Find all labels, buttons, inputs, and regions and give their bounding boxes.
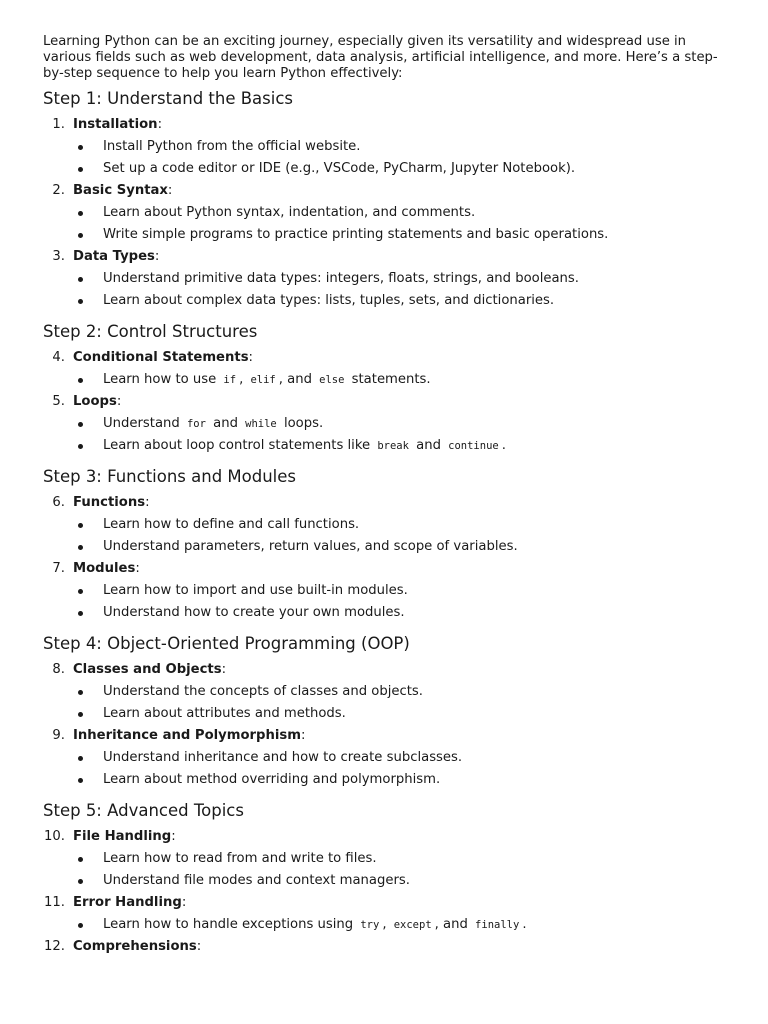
- section-step-5: [43, 801, 723, 955]
- bullet-item: Understand how to create your own modules.: [43, 605, 723, 621]
- list-item: 5. Loops: Understand for and while loops. Learn about loop control statements like break and continue .: [43, 394, 723, 454]
- bullet-icon: [78, 167, 83, 172]
- bullet-item: Set up a code editor or IDE (e.g., VSCode, PyCharm, Jupyter Notebook).: [43, 161, 723, 177]
- bullet-item: Learn about Python syntax, indentation, and comments.: [43, 205, 723, 221]
- item-number: 12.: [44, 939, 65, 954]
- item-number: 7.: [52, 561, 65, 576]
- bullet-item: Learn how to use if , elif , and else statements.: [43, 372, 723, 388]
- item-label: Comprehensions: [73, 939, 197, 954]
- bullet-icon: [78, 778, 83, 783]
- list-item: 11. Error Handling: Learn how to handle exceptions using try , except , and finally .: [43, 895, 723, 933]
- section-heading: Step 1: Understand the Basics: [43, 89, 294, 108]
- section-heading: Step 3: Functions and Modules: [43, 467, 297, 486]
- section-heading: Step 4: Object-Oriented Programming (OOP): [43, 634, 410, 653]
- code-snippet: if: [223, 374, 237, 386]
- bullet-item: Learn how to define and call functions.: [43, 517, 723, 533]
- bullet-item: Understand primitive data types: integers, floats, strings, and booleans.: [43, 271, 723, 287]
- item-label: Functions: [73, 495, 146, 510]
- bullet-item: Understand inheritance and how to create subclasses.: [43, 750, 723, 766]
- bullet-icon: [78, 712, 83, 717]
- bullet-icon: [78, 923, 83, 928]
- list-item: 9. Inheritance and Polymorphism: Understand inheritance and how to create subclasses. Learn about method overriding and polymorphism.: [43, 728, 723, 788]
- code-snippet: except: [393, 919, 432, 931]
- bullet-item: Understand the concepts of classes and objects.: [43, 684, 723, 700]
- intro-paragraph: Learning Python can be an exciting journey, especially given its versatility and widespread use in various fields such as web development, data analysis, artificial intelligence, and more. Here’s a step-by-step sequence to help you learn Python effectively:: [43, 34, 718, 81]
- item-number: 10.: [44, 829, 65, 844]
- bullet-item: Learn how to read from and write to files.: [43, 851, 723, 867]
- bullet-icon: [78, 857, 83, 862]
- item-label: File Handling: [73, 829, 172, 844]
- list-item: 3. Data Types: Understand primitive data types: integers, floats, strings, and booleans. Learn about complex data types: lists, tuples, sets, and dictionaries.: [43, 249, 723, 309]
- list-item: 4. Conditional Statements: Learn how to use if , elif , and else statements.: [43, 350, 723, 388]
- item-number: 2.: [52, 183, 65, 198]
- item-number: 6.: [52, 495, 65, 510]
- item-label: Classes and Objects: [73, 662, 222, 677]
- list-item: 8. Classes and Objects: Understand the concepts of classes and objects. Learn about attributes and methods.: [43, 662, 723, 722]
- section-heading: Step 5: Advanced Topics: [43, 801, 244, 820]
- bullet-icon: [78, 422, 83, 427]
- bullet-item: Understand file modes and context managers.: [43, 873, 723, 889]
- item-number: 11.: [44, 895, 65, 910]
- list-item: 6. Functions: Learn how to define and call functions. Understand parameters, return values, and scope of variables.: [43, 495, 723, 555]
- bullet-icon: [78, 145, 83, 150]
- bullet-item: Learn about loop control statements like break and continue .: [43, 438, 723, 454]
- item-label: Error Handling: [73, 895, 182, 910]
- item-label: Data Types: [73, 249, 155, 264]
- document-page: [43, 34, 723, 955]
- item-label: Basic Syntax: [73, 183, 168, 198]
- section-step-1: [43, 89, 723, 309]
- numbered-list: [43, 350, 723, 454]
- bullet-item: Learn about complex data types: lists, tuples, sets, and dictionaries.: [43, 293, 723, 309]
- code-snippet: for: [186, 418, 206, 430]
- bullet-icon: [78, 211, 83, 216]
- list-item: 10. File Handling: Learn how to read from and write to files. Understand file modes and context managers.: [43, 829, 723, 889]
- list-item: 2. Basic Syntax: Learn about Python syntax, indentation, and comments. Write simple programs to practice printing statements and basic operations.: [43, 183, 723, 243]
- code-snippet: break: [377, 440, 409, 452]
- numbered-list: [43, 662, 723, 788]
- item-label: Modules: [73, 561, 136, 576]
- bullet-icon: [78, 299, 83, 304]
- code-snippet: while: [245, 418, 277, 430]
- item-number: 1.: [52, 117, 65, 132]
- bullet-item: Write simple programs to practice printing statements and basic operations.: [43, 227, 723, 243]
- bullet-icon: [78, 233, 83, 238]
- section-heading: Step 2: Control Structures: [43, 322, 258, 341]
- bullet-icon: [78, 545, 83, 550]
- bullet-icon: [78, 589, 83, 594]
- bullet-icon: [78, 277, 83, 282]
- bullet-item: Understand parameters, return values, and scope of variables.: [43, 539, 723, 555]
- numbered-list: [43, 495, 723, 621]
- item-label: Inheritance and Polymorphism: [73, 728, 301, 743]
- list-item: 12. Comprehensions:: [44, 939, 202, 954]
- code-snippet: else: [319, 374, 345, 386]
- section-step-3: [43, 467, 723, 621]
- bullet-icon: [78, 690, 83, 695]
- bullet-icon: [78, 523, 83, 528]
- item-number: 3.: [52, 249, 65, 264]
- item-number: 4.: [52, 350, 65, 365]
- item-label: Installation: [73, 117, 158, 132]
- bullet-icon: [78, 611, 83, 616]
- bullet-item: Learn about method overriding and polymorphism.: [43, 772, 723, 788]
- bullet-item: Install Python from the official website.: [43, 139, 723, 155]
- list-item: 1. Installation: Install Python from the official website. Set up a code editor or IDE (e.g., VSCode, PyCharm, Jupyter Notebook).: [43, 117, 723, 177]
- code-snippet: elif: [250, 374, 276, 386]
- bullet-item: Understand for and while loops.: [43, 416, 723, 432]
- bullet-item: Learn how to handle exceptions using try , except , and finally .: [43, 917, 723, 933]
- bullet-item: Learn how to import and use built-in modules.: [43, 583, 723, 599]
- list-item: 7. Modules: Learn how to import and use built-in modules. Understand how to create your own modules.: [43, 561, 723, 621]
- item-label: Conditional Statements: [73, 350, 249, 365]
- item-label: Loops: [73, 394, 117, 409]
- item-number: 8.: [52, 662, 65, 677]
- code-snippet: finally: [475, 919, 520, 931]
- item-number: 9.: [52, 728, 65, 743]
- bullet-icon: [78, 378, 83, 383]
- code-snippet: continue: [448, 440, 499, 452]
- numbered-list: [43, 117, 723, 309]
- bullet-icon: [78, 444, 83, 449]
- numbered-list: [43, 829, 723, 955]
- bullet-item: Learn about attributes and methods.: [43, 706, 723, 722]
- code-snippet: try: [360, 919, 380, 931]
- section-step-2: [43, 322, 723, 454]
- item-number: 5.: [52, 394, 65, 409]
- bullet-icon: [78, 879, 83, 884]
- section-step-4: [43, 634, 723, 788]
- bullet-icon: [78, 756, 83, 761]
